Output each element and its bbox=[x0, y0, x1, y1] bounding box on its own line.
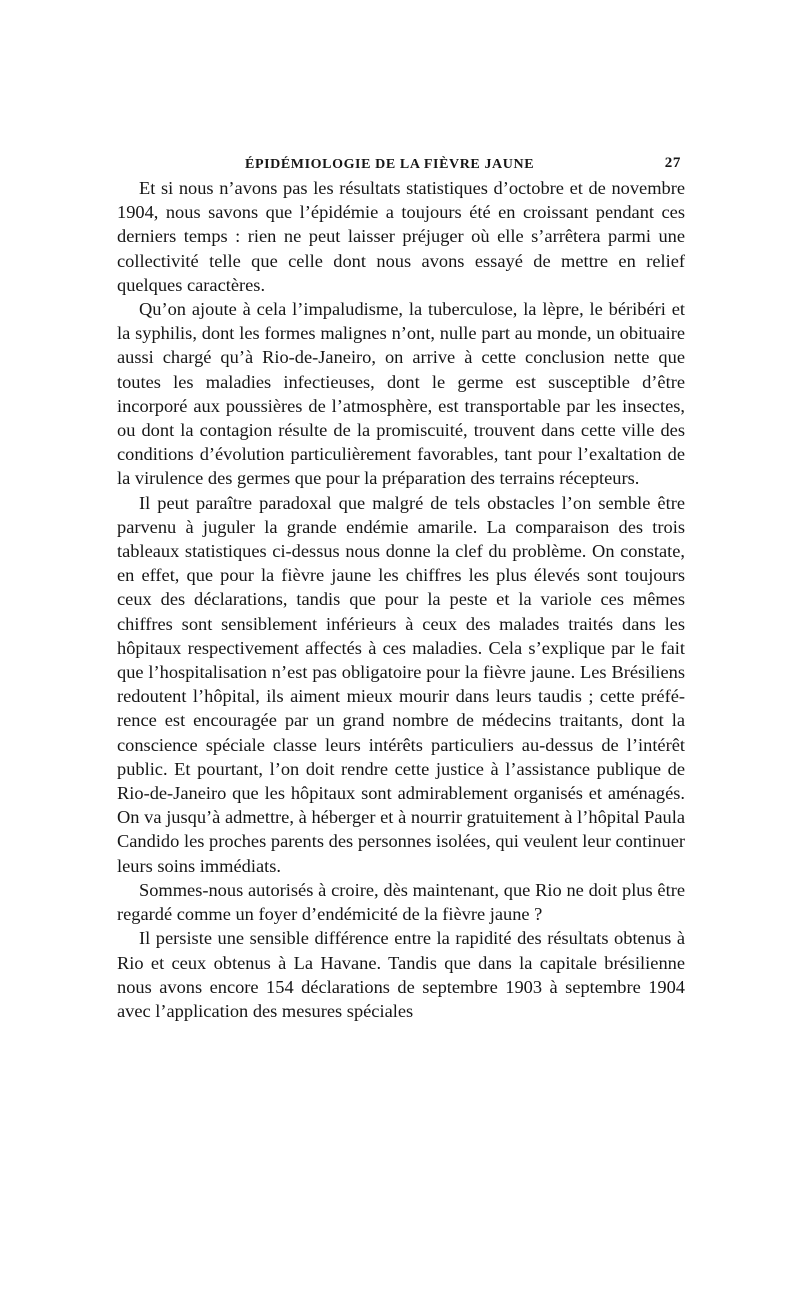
page-number: 27 bbox=[664, 155, 681, 171]
paragraph-4: Sommes-nous autorisés à croire, dès maintenant, que Rio ne doit plus être regardé comme un foyer d’endémicité de la fièvre jaune ? bbox=[117, 879, 685, 925]
paragraph-5: Il persiste une sensible différence entre la rapidité des résultats obtenus à Rio et ceux obtenus à La Havane. Tandis que dans la capitale brésilienne nous avons encore 154 déclarations de septembre 1903 à septembre 1904 avec l’application des mesures spéciales bbox=[117, 928, 685, 1021]
running-header bbox=[117, 150, 685, 176]
paragraph-1: Et si nous n’avons pas les résultats statistiques d’octobre et de novembre 1904, nous savons que l’épidémie a toujours été en croissant pendant ces derniers temps : rien ne peut laisser préjuger où elle s’arrêtera parmi une collectivité telle que celle dont nous avons essayé de mettre en relief quelques caractères. bbox=[117, 178, 685, 295]
running-title: ÉPIDÉMIOLOGIE DE LA FIÈVRE JAUNE bbox=[245, 157, 535, 172]
body-text bbox=[117, 176, 685, 1023]
paragraph-2: Qu’on ajoute à cela l’impaludisme, la tuberculose, la lèpre, le béribéri et la syphilis, dont les formes malignes n’ont, nulle part au monde, un obituaire aussi chargé qu’à Rio-de-Janeiro, on arrive à cette conclusion nette que toutes les maladies infectieuses, dont le germe est susceptible d’être incorporé aux poussières de l’atmosphère, est transportable par les insectes, ou dont la contagion résulte de la promiscuité, trouvent dans cette ville des conditions d’évolution particulièrement favorables, tant pour l’exaltation de la virulence des germes que pour la préparation des terrains récepteurs. bbox=[117, 299, 685, 489]
book-page bbox=[117, 150, 685, 1023]
paragraph-3: Il peut paraître paradoxal que malgré de tels obstacles l’on semble être parvenu à juguler la grande endémie amarile. La comparaison des trois tableaux statistiques ci-dessus nous donne la clef du problème. On constate, en effet, que pour la fièvre jaune les chiffres les plus élevés sont toujours ceux des déclarations, tandis que pour la peste et la variole ces mêmes chiffres sont sensiblement inférieurs à ceux des malades traités dans les hôpitaux respectivement affectés à ces maladies. Cela s’explique par le fait que l’hospitalisation n’est pas obligatoire pour la fièvre jaune. Les Brésiliens redoutent l’hôpital, ils aiment mieux mourir dans leurs taudis ; cette préférence est encouragée par un grand nombre de médecins traitants, dont la conscience spéciale classe leurs intérêts particuliers au-dessus de l’intérêt public. Et pourtant, l’on doit rendre cette justice à l’assistance publique de Rio-de-Janeiro que les hôpitaux sont admirablement organisés et aménagés. On va jusqu’à admettre, à héberger et à nourrir gratuitement à l’hôpital Paula Candido les proches parents des personnes isolées, qui veulent leur continuer leurs soins immédiats. bbox=[117, 492, 685, 876]
